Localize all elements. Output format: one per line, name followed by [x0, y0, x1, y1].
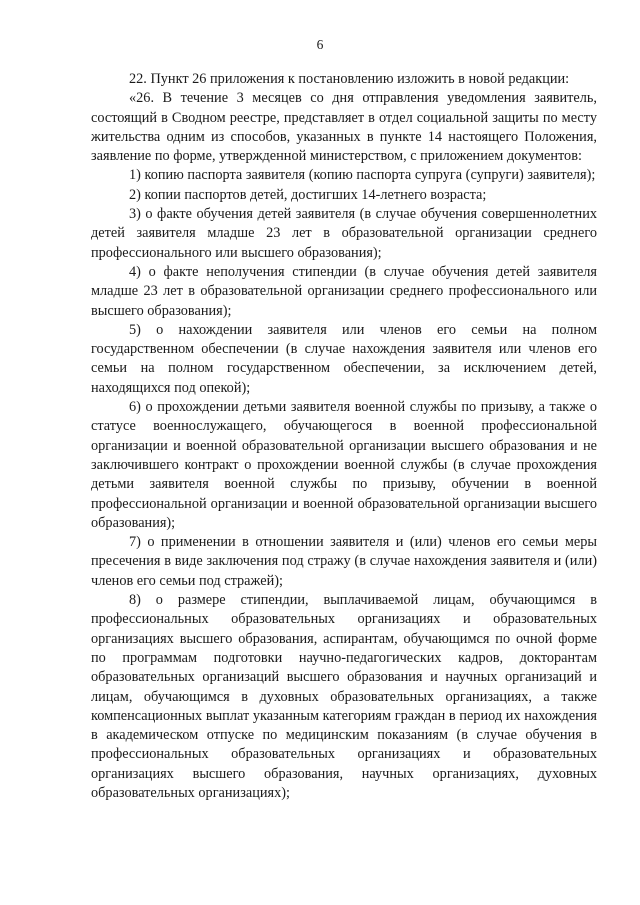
- document-body: [91, 70, 597, 803]
- list-item-8: 8) о размере стипендии, выплачиваемой лицам, обучающимся в профессиональных образовательных организациях и образовательных организациях высшего образования, аспирантам, обучающимся по очной форме по программам подготовки научно-педагогических кадров, докторантам образовательных организаций высшего образования и научных организаций и лицам, обучающимся в духовных образовательных организациях, а также компенсационных выплат указанным категориям граждан в период их нахождения в академическом отпуске по медицинским показаниям (в случае обучения в профессиональных образовательных организациях и образовательных организациях высшего образования, научных организациях, духовных образовательных организациях);: [91, 592, 597, 801]
- list-item-5: 5) о нахождении заявителя или членов его семьи на полном государственном обеспечении (в случае нахождения заявителя или членов его семьи на полном государственном обеспечении, за исключением детей, находящихся под опекой);: [91, 321, 597, 396]
- list-item-4: 4) о факте неполучения стипендии (в случае обучения детей заявителя младше 23 лет в образовательной организации среднего профессионального или высшего образования);: [91, 263, 597, 319]
- list-item-1: 1) копию паспорта заявителя (копию паспорта супруга (супруги) заявителя);: [129, 167, 596, 184]
- list-item-2: 2) копии паспортов детей, достигших 14-летнего возраста;: [129, 186, 487, 203]
- list-item-7: 7) о применении в отношении заявителя и (или) членов его семьи меры пресечения в виде заключения под стражу (в случае нахождения заявителя и (или) членов его семьи под стражей);: [91, 534, 597, 589]
- page-number: 6: [316, 37, 324, 52]
- list-item-3: 3) о факте обучения детей заявителя (в случае обучения совершеннолетних детей заявителя младше 23 лет в образовательной организации среднего профессионального или высшего образования);: [91, 206, 597, 261]
- paragraph-item-22: 22. Пункт 26 приложения к постановлению изложить в новой редакции:: [129, 71, 570, 87]
- list-item-6: 6) о прохождении детьми заявителя военной службы по призыву, а также о статусе военнослужащего, обучающегося в военной профессиональной организации и военной образовательной организации высшего образования и не заключившего контракт о прохождении военной службы (в случае прохождения детьми заявителя военной службы по призыву, обучении в военной профессиональной организации и военной образовательной организации высшего образования);: [91, 399, 597, 531]
- paragraph-clause-26: «26. В течение 3 месяцев со дня отправления уведомления заявитель, состоящий в Сводном реестре, представляет в отдел социальной защиты по месту жительства одним из способов, указанных в пункте 14 настоящего Положения, заявление по форме, утвержденной министерством, с приложением документов:: [91, 90, 597, 165]
